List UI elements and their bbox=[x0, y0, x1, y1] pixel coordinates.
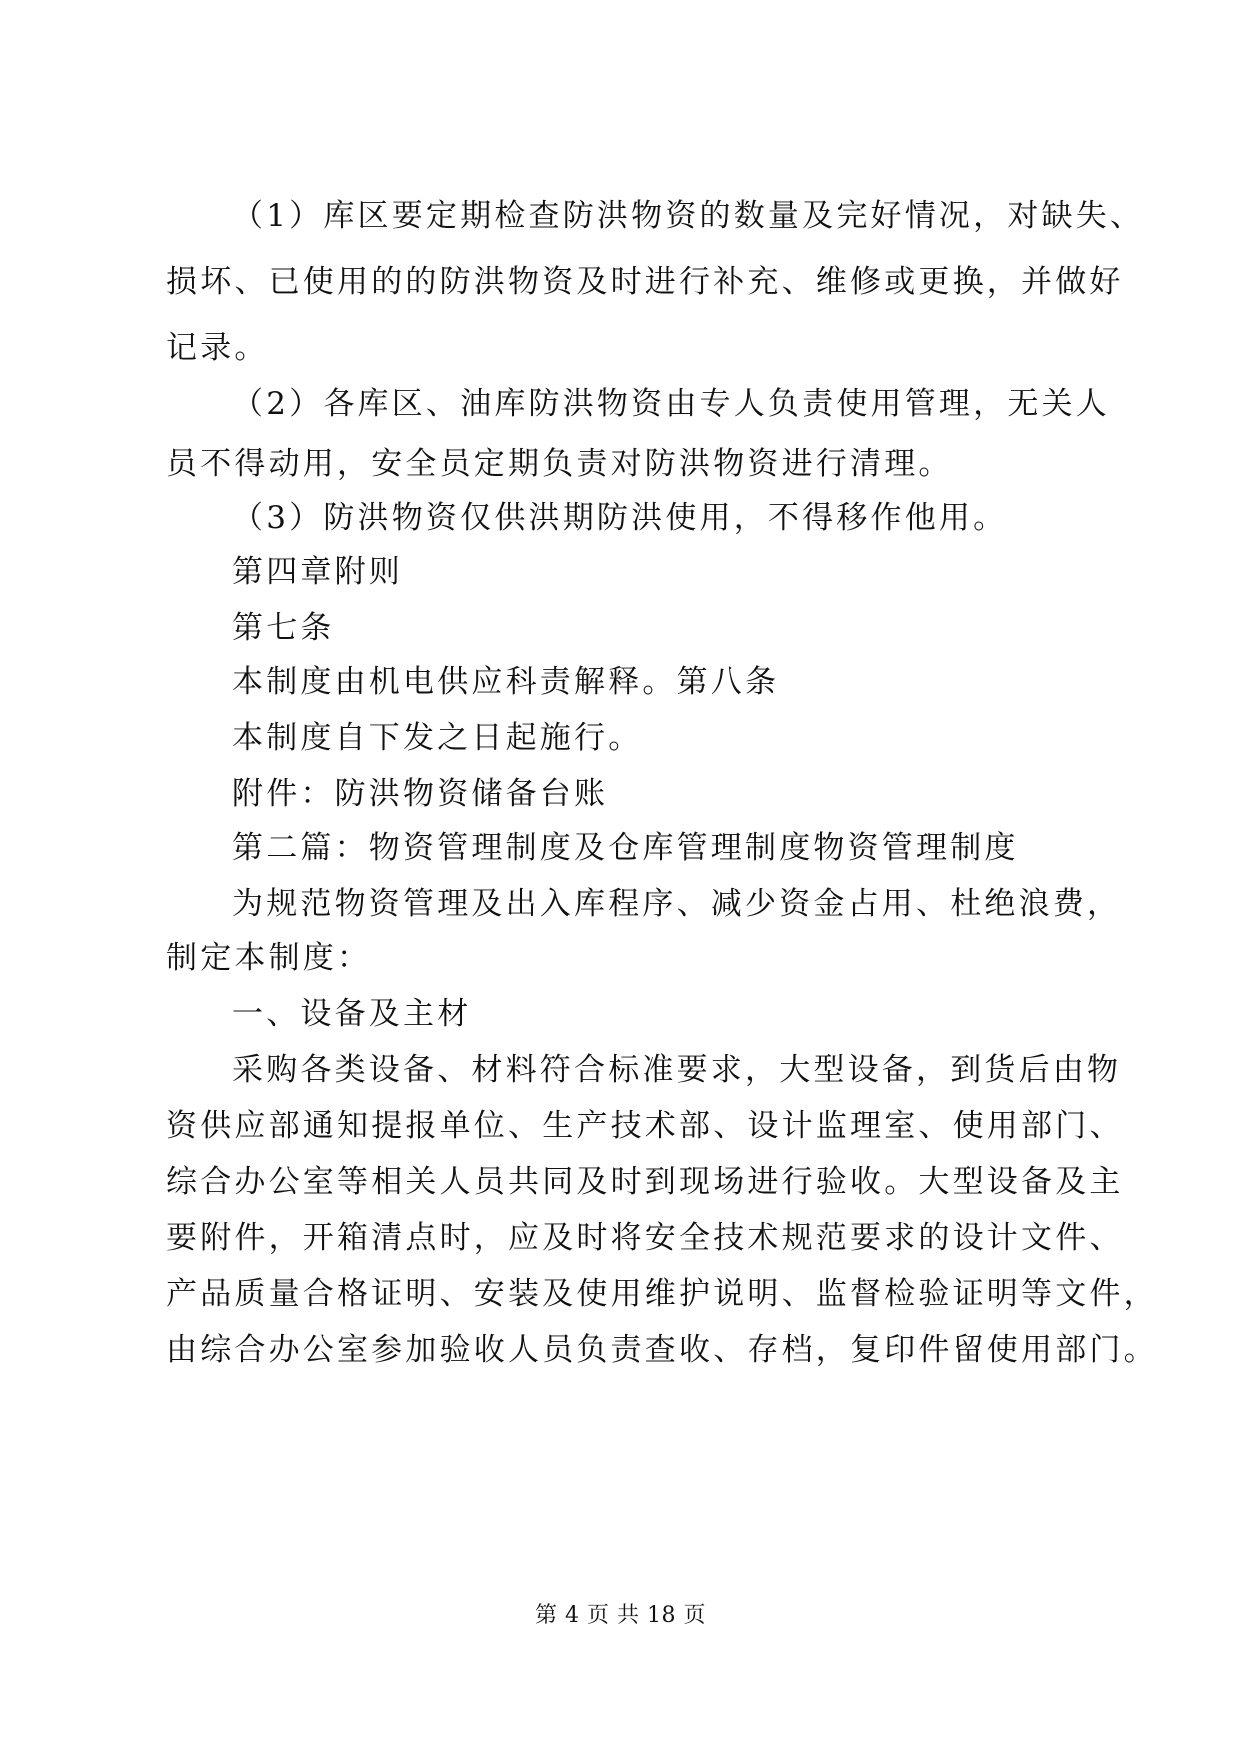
paragraph-line: 由综合办公室参加验收人员负责查收、存档，复印件留使用部门。 bbox=[166, 1332, 1158, 1368]
page-number-footer: 第 4 页 共 18 页 bbox=[535, 1603, 706, 1628]
paragraph-line: 损坏、已使用的的防洪物资及时进行补充、维修或更换，并做好 bbox=[166, 264, 1124, 300]
paragraph-line: 资供应部通知提报单位、生产技术部、设计监理室、使用部门、 bbox=[166, 1108, 1124, 1144]
section-heading: 第二篇：物资管理制度及仓库管理制度物资管理制度 bbox=[232, 830, 1019, 866]
paragraph-line: 记录。 bbox=[166, 330, 269, 366]
chapter-heading: 第四章附则 bbox=[232, 554, 403, 590]
subsection-heading: 一、设备及主材 bbox=[232, 996, 472, 1032]
paragraph-line: 要附件，开箱清点时，应及时将安全技术规范要求的设计文件、 bbox=[166, 1220, 1124, 1256]
paragraph-line: 员不得动用，安全员定期负责对防洪物资进行清理。 bbox=[166, 446, 953, 482]
paragraph-line: 采购各类设备、材料符合标准要求，大型设备，到货后由物 bbox=[232, 1052, 1122, 1088]
paragraph-line: （2）各库区、油库防洪物资由专人负责使用管理，无关人 bbox=[232, 386, 1110, 422]
paragraph-line: 本制度自下发之日起施行。 bbox=[232, 720, 643, 756]
paragraph-line: （3）防洪物资仅供洪期防洪使用，不得移作他用。 bbox=[232, 500, 1008, 536]
paragraph-line: （1）库区要定期检查防洪物资的数量及完好情况，对缺失、 bbox=[232, 198, 1145, 234]
paragraph-line: 为规范物资管理及出入库程序、减少资金占用、杜绝浪费， bbox=[232, 886, 1122, 922]
paragraph-line: 综合办公室等相关人员共同及时到现场进行验收。大型设备及主 bbox=[166, 1164, 1124, 1200]
attachment-line: 附件：防洪物资储备台账 bbox=[232, 776, 609, 812]
article-heading: 第七条 bbox=[232, 610, 335, 646]
paragraph-line: 制定本制度： bbox=[166, 940, 372, 976]
paragraph-line: 本制度由机电供应科责解释。第八条 bbox=[232, 664, 780, 700]
paragraph-line: 产品质量合格证明、安装及使用维护说明、监督检验证明等文件， bbox=[166, 1276, 1158, 1312]
